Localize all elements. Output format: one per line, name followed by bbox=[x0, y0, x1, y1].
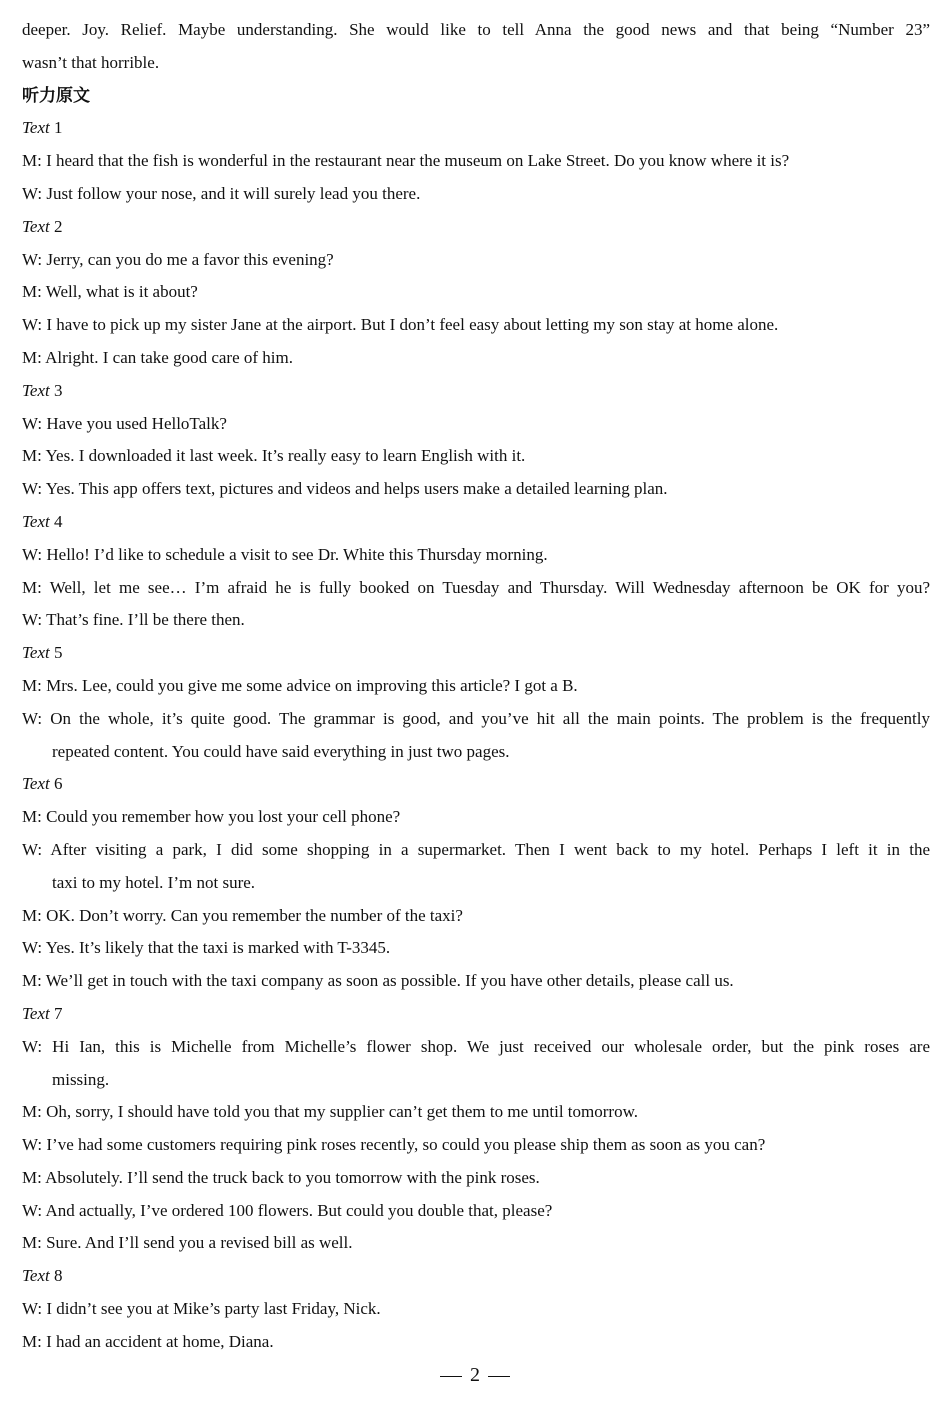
dialogue-line: W: Have you used HelloTalk? bbox=[22, 413, 227, 433]
dialogue-line: W: And actually, I’ve ordered 100 flowers. But could you double that, please? bbox=[22, 1200, 553, 1220]
text-number: 1 bbox=[53, 118, 63, 138]
dialogue-line: W: Yes. It’s likely that the taxi is marked with T-3345. bbox=[22, 938, 391, 958]
section-heading: 听力原文 bbox=[22, 85, 90, 106]
dialogue-line-continued: taxi to my hotel. I’m not sure. bbox=[52, 872, 256, 892]
text-word: Text bbox=[22, 118, 50, 138]
text-label-6 bbox=[22, 768, 930, 801]
text-label-3 bbox=[22, 375, 930, 408]
dialogue-line: W: Yes. This app offers text, pictures and videos and helps users make a detailed learning plan. bbox=[22, 479, 668, 499]
text-label-8 bbox=[22, 1260, 930, 1293]
text-number: 2 bbox=[53, 216, 63, 236]
text-label-7 bbox=[22, 998, 930, 1031]
dialogue-line: M: I heard that the fish is wonderful in the restaurant near the museum on Lake Street. Do you know where it is? bbox=[22, 151, 790, 171]
dialogue-line: M: OK. Don’t worry. Can you remember the number of the taxi? bbox=[22, 905, 463, 925]
text-word: Text bbox=[22, 1266, 50, 1286]
dialogue-line: M: Absolutely. I’ll send the truck back to you tomorrow with the pink roses. bbox=[22, 1167, 540, 1187]
dialogue-line: W: I’ve had some customers requiring pink roses recently, so could you please ship them as soon as you can? bbox=[22, 1135, 766, 1155]
dialogue-line: M: Yes. I downloaded it last week. It’s really easy to learn English with it. bbox=[22, 446, 526, 466]
dialogue-line: W: Jerry, can you do me a favor this evening? bbox=[22, 249, 334, 269]
text-label-1 bbox=[22, 112, 930, 145]
dialogue-line: M: I had an accident at home, Diana. bbox=[22, 1331, 274, 1351]
page-number: 2 bbox=[470, 1364, 480, 1386]
footer-dash-left bbox=[440, 1376, 462, 1378]
text-number: 8 bbox=[53, 1266, 63, 1286]
dialogue-line-continued: missing. bbox=[52, 1069, 110, 1089]
intro-line-2: wasn’t that horrible. bbox=[22, 52, 160, 72]
text-label-5 bbox=[22, 637, 930, 670]
text-word: Text bbox=[22, 380, 50, 400]
dialogue-line: M: Oh, sorry, I should have told you that my supplier can’t get them to me until tomorrow. bbox=[22, 1102, 639, 1122]
dialogue-line: M: Well, what is it about? bbox=[22, 282, 198, 302]
text-number: 7 bbox=[53, 1003, 63, 1023]
dialogue-line: W: Hi Ian, this is Michelle from Michelle’s flower shop. We just received our wholesale order, but the pink roses are bbox=[22, 1036, 930, 1056]
dialogue-line-continued: repeated content. You could have said everything in just two pages. bbox=[52, 741, 510, 761]
text-word: Text bbox=[22, 643, 50, 663]
footer-dash-right bbox=[488, 1376, 510, 1378]
text-number: 3 bbox=[53, 380, 63, 400]
text-number: 6 bbox=[53, 774, 63, 794]
dialogue-line: W: I didn’t see you at Mike’s party last Friday, Nick. bbox=[22, 1299, 381, 1319]
intro-line-1: deeper. Joy. Relief. Maybe understanding. She would like to tell Anna the good news and that being “Number 23” bbox=[22, 20, 930, 39]
page-footer bbox=[0, 1360, 950, 1390]
dialogue-line: W: I have to pick up my sister Jane at the airport. But I don’t feel easy about letting my son stay at home alone. bbox=[22, 315, 779, 335]
dialogue-line: W: That’s fine. I’ll be there then. bbox=[22, 610, 245, 630]
text-label-4 bbox=[22, 506, 930, 539]
dialogue-line: M: Well, let me see… I’m afraid he is fully booked on Tuesday and Thursday. Will Wednesday afternoon be OK for you? bbox=[22, 577, 930, 597]
page-content bbox=[22, 14, 930, 1359]
dialogue-line: M: Sure. And I’ll send you a revised bill as well. bbox=[22, 1233, 353, 1253]
dialogue-line: M: Alright. I can take good care of him. bbox=[22, 347, 293, 367]
text-label-2 bbox=[22, 211, 930, 244]
text-word: Text bbox=[22, 1003, 50, 1023]
dialogue-line: W: Hello! I’d like to schedule a visit to see Dr. White this Thursday morning. bbox=[22, 544, 548, 564]
text-number: 5 bbox=[53, 643, 63, 663]
text-word: Text bbox=[22, 511, 50, 531]
text-number: 4 bbox=[53, 511, 63, 531]
dialogue-line: W: After visiting a park, I did some shopping in a supermarket. Then I went back to my hotel. Perhaps I left it in the bbox=[22, 839, 930, 859]
dialogue-line: M: Mrs. Lee, could you give me some advice on improving this article? I got a B. bbox=[22, 675, 578, 695]
text-word: Text bbox=[22, 216, 50, 236]
dialogue-line: W: On the whole, it’s quite good. The grammar is good, and you’ve hit all the main points. The problem is the frequently bbox=[22, 708, 930, 728]
dialogue-line: M: We’ll get in touch with the taxi company as soon as possible. If you have other details, please call us. bbox=[22, 971, 734, 991]
dialogue-line: W: Just follow your nose, and it will surely lead you there. bbox=[22, 183, 421, 203]
text-word: Text bbox=[22, 774, 50, 794]
dialogue-line: M: Could you remember how you lost your cell phone? bbox=[22, 807, 401, 827]
